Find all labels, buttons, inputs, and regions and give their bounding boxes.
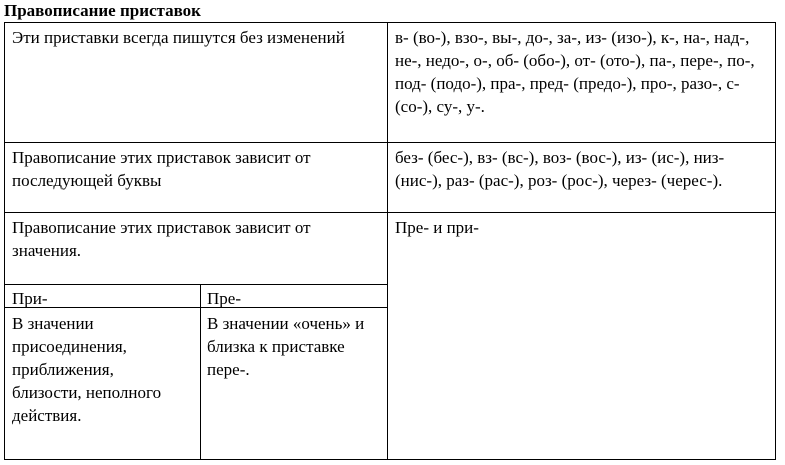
table-border-top bbox=[4, 22, 776, 23]
table-border-right bbox=[775, 22, 776, 460]
table-cell-prefixes: в- (во-), взо-, вы-, до-, за-, из- (изо-), к-, на-, над-, не-, недо-, о-, об- (обо-), от- (ото-), па-, пере-, по-, под- (подо-), пра-, пред- (предо-), про-, разо-, с- (со-), су-, у-. bbox=[395, 28, 755, 116]
subtable-header-bottom bbox=[4, 307, 387, 308]
row-divider bbox=[4, 212, 776, 213]
table-cell-rule: Правописание этих приставок зависит от значения. bbox=[12, 218, 311, 260]
table-border-bottom bbox=[4, 459, 776, 460]
subtable-column-divider bbox=[200, 284, 201, 460]
subtable-cell-pre: В значении «очень» и близка к приставке пере-. bbox=[207, 314, 365, 379]
row-divider bbox=[4, 142, 776, 143]
subtable-header-pri: При- bbox=[12, 289, 48, 308]
table-cell-prefixes: без- (бес-), вз- (вс-), воз- (вос-), из- (ис-), низ- (нис-), раз- (рас-), роз- (рос-), через- (черес-). bbox=[395, 148, 725, 190]
prefix-table bbox=[4, 22, 776, 460]
table-cell-rule: Эти приставки всегда пишутся без изменений bbox=[12, 28, 345, 47]
page-title: Правописание приставок bbox=[4, 1, 201, 20]
table-border-left bbox=[4, 22, 5, 460]
subtable-cell-pri: В значении присоединения, приближения, близости, неполного действия. bbox=[12, 314, 162, 425]
subtable-header-top bbox=[4, 284, 387, 285]
table-cell-prefixes: Пре- и при- bbox=[395, 218, 479, 237]
subtable-header-pre: Пре- bbox=[207, 289, 241, 308]
column-divider bbox=[387, 22, 388, 460]
table-cell-rule: Правописание этих приставок зависит от последующей буквы bbox=[12, 148, 311, 190]
